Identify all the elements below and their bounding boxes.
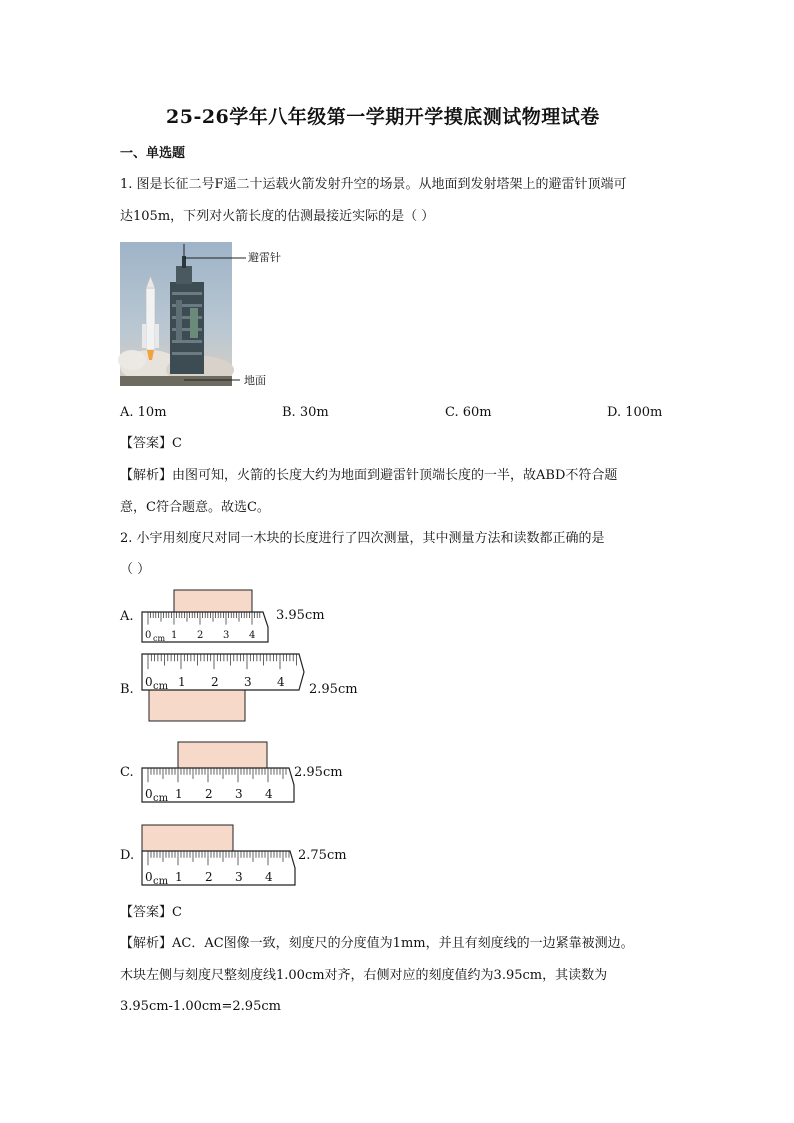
label-ground: 地面 — [244, 374, 266, 387]
ruler-diagram-c — [120, 735, 310, 810]
q2-option-a-reading: 3.95cm — [276, 608, 325, 623]
ruler-number: 2 — [205, 870, 213, 884]
ruler-number: 2 — [211, 675, 219, 689]
ruler-number: 4 — [277, 675, 285, 689]
ruler-number: 4 — [265, 870, 273, 884]
wood-block — [149, 690, 245, 721]
ruler-number: 1 — [175, 870, 183, 884]
ruler-number: 1 — [178, 675, 186, 689]
ruler-diagram-d — [120, 818, 310, 893]
q2-option-d-letter: D. — [120, 848, 135, 863]
wood-block — [178, 742, 267, 768]
ruler-number: 3 — [235, 870, 243, 884]
ruler-number: 4 — [249, 630, 256, 641]
ruler-unit: cm — [153, 681, 169, 692]
ruler-unit: cm — [153, 793, 169, 804]
ruler-number: 3 — [244, 675, 252, 689]
ruler-number: 0 — [145, 870, 153, 884]
q2-option-c-reading: 2.95cm — [294, 765, 343, 780]
ruler-diagram-b — [120, 645, 320, 730]
q2-analysis-line3: 3.95cm-1.00cm=2.95cm — [120, 999, 281, 1014]
q1-answer: 【答案】C — [120, 436, 182, 451]
q2-option-b-reading: 2.95cm — [309, 682, 358, 697]
q1-option-a: A. 10m — [120, 405, 167, 420]
q1-text-line2: 达105m，下列对火箭长度的估测最接近实际的是（ ） — [120, 209, 435, 224]
page-title: 25-26学年八年级第一学期开学摸底测试物理试卷 — [166, 106, 600, 128]
q1-text-line1: 1. 图是长征二号F遥二十运载火箭发射升空的场景。从地面到发射塔架上的避雷针顶端可 — [120, 177, 627, 192]
q2-answer: 【答案】C — [120, 905, 182, 920]
section-heading: 一、单选题 — [120, 146, 186, 161]
ruler-unit: cm — [153, 634, 166, 643]
q2-analysis-line2: 木块左侧与刻度尺整刻度线1.00cm对齐，右侧对应的刻度值约为3.95cm，其读数为 — [120, 968, 608, 983]
wood-block — [142, 825, 233, 851]
ruler-number: 2 — [205, 787, 213, 801]
ruler-unit: cm — [153, 876, 169, 887]
image-leader-lines — [184, 250, 254, 390]
q1-option-b: B. 30m — [282, 405, 329, 420]
q2-option-d-reading: 2.75cm — [298, 848, 347, 863]
label-lightning-rod: 避雷针 — [248, 251, 281, 264]
q2-analysis-line1: 【解析】AC．AC图像一致，刻度尺的分度值为1mm，并且有刻度线的一边紧靠被测边。 — [120, 936, 634, 951]
q1-analysis-line2: 意，C符合题意。故选C。 — [120, 500, 270, 515]
q1-option-d: D. 100m — [607, 405, 663, 420]
ruler-number: 4 — [265, 787, 273, 801]
ruler-number: 2 — [197, 630, 204, 641]
q2-text-line2: （ ） — [120, 562, 151, 577]
ruler-number: 3 — [223, 630, 230, 641]
q2-option-a-letter: A. — [120, 609, 134, 624]
q1-option-c: C. 60m — [445, 405, 492, 420]
wood-block — [174, 590, 252, 612]
ruler-number: 0 — [145, 675, 153, 689]
ruler-number: 3 — [235, 787, 243, 801]
q2-text-line1: 2. 小宇用刻度尺对同一木块的长度进行了四次测量，其中测量方法和读数都正确的是 — [120, 531, 605, 546]
q2-option-b-letter: B. — [120, 682, 134, 697]
ruler-number: 0 — [145, 630, 152, 641]
ruler-number: 1 — [171, 630, 178, 641]
q1-analysis-line1: 【解析】由图可知，火箭的长度大约为地面到避雷针顶端长度的一半，故ABD不符合题 — [120, 468, 618, 483]
ruler-number: 1 — [175, 787, 183, 801]
ruler-number: 0 — [145, 787, 153, 801]
q2-option-c-letter: C. — [120, 765, 134, 780]
